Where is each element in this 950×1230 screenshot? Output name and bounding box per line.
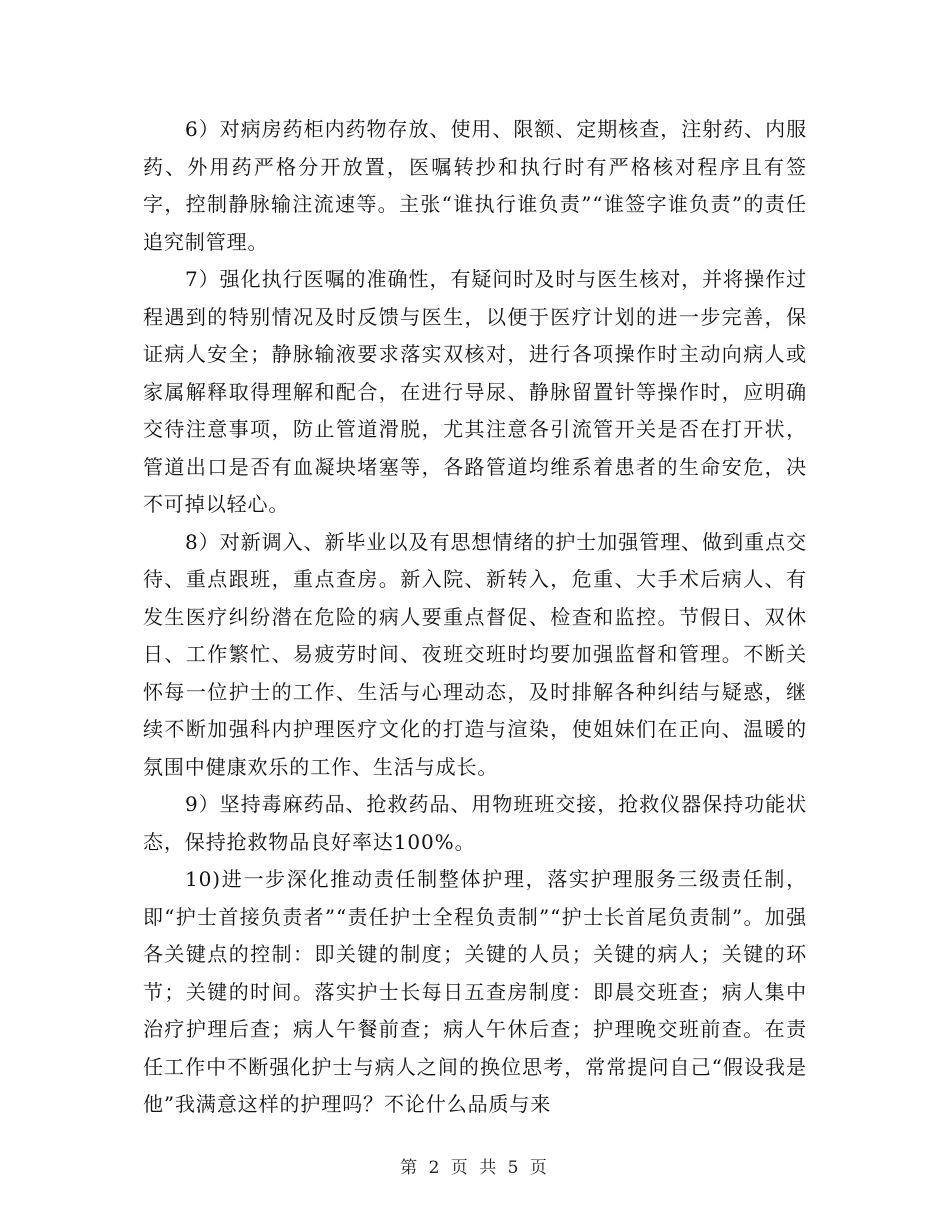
paragraph-item-10: 10)进一步深化推动责任制整体护理，落实护理服务三级责任制，即“护士首接负责者”“责任护士全程负责制”“护士长首尾负责制”。加强各关键点的控制：即关键的制度；关键的人员；关键的病人；关键的环节；关键的时间。落实护士长每日五查房制度：即晨交班查；病人集中治疗护理后查；病人午餐前查；病人午休后查；护理晚交班前查。在责任工作中不断强化护士与病人之间的换位思考，常常提问自己“假设我是他”我满意这样的护理吗？不论什么品质与来 xyxy=(143,867,807,1116)
document-body xyxy=(143,111,807,1124)
paragraph-item-7: 7）强化执行医嘱的准确性，有疑问时及时与医生核对，并将操作过程遇到的特别情况及时反馈与医生，以便于医疗计划的进一步完善，保证病人安全；静脉输液要求落实双核对，进行各项操作时主动向病人或家属解释取得理解和配合，在进行导尿、静脉留置针等操作时，应明确交待注意事项，防止管道滑脱，尤其注意各引流管开关是否在打开状，管道出口是否有血凝块堵塞等，各路管道均维系着患者的生命安危，决不可掉以轻心。 xyxy=(143,267,807,516)
paragraph-item-8: 8）对新调入、新毕业以及有思想情绪的护士加强管理、做到重点交待、重点跟班，重点查房。新入院、新转入，危重、大手术后病人、有发生医疗纠纷潜在危险的病人要重点督促、检查和监控。节假日、双休日、工作繁忙、易疲劳时间、夜班交班时均要加强监督和管理。不断关怀每一位护士的工作、生活与心理动态，及时排解各种纠结与疑惑，继续不断加强科内护理医疗文化的打造与渲染，使姐妹们在正向、温暖的氛围中健康欢乐的工作、生活与成长。 xyxy=(143,529,807,779)
paragraph-item-9: 9）坚持毒麻药品、抢救药品、用物班班交接，抢救仪器保持功能状态，保持抢救物品良好率达100%。 xyxy=(143,792,807,854)
page-number-footer: 第 2 页 共 5 页 xyxy=(400,1158,550,1178)
paragraph-item-6: 6）对病房药柜内药物存放、使用、限额、定期核查，注射药、内服药、外用药严格分开放置，医嘱转抄和执行时有严格核对程序且有签字，控制静脉输注流速等。主张“谁执行谁负责”“谁签字谁负责”的责任追究制管理。 xyxy=(143,117,807,254)
